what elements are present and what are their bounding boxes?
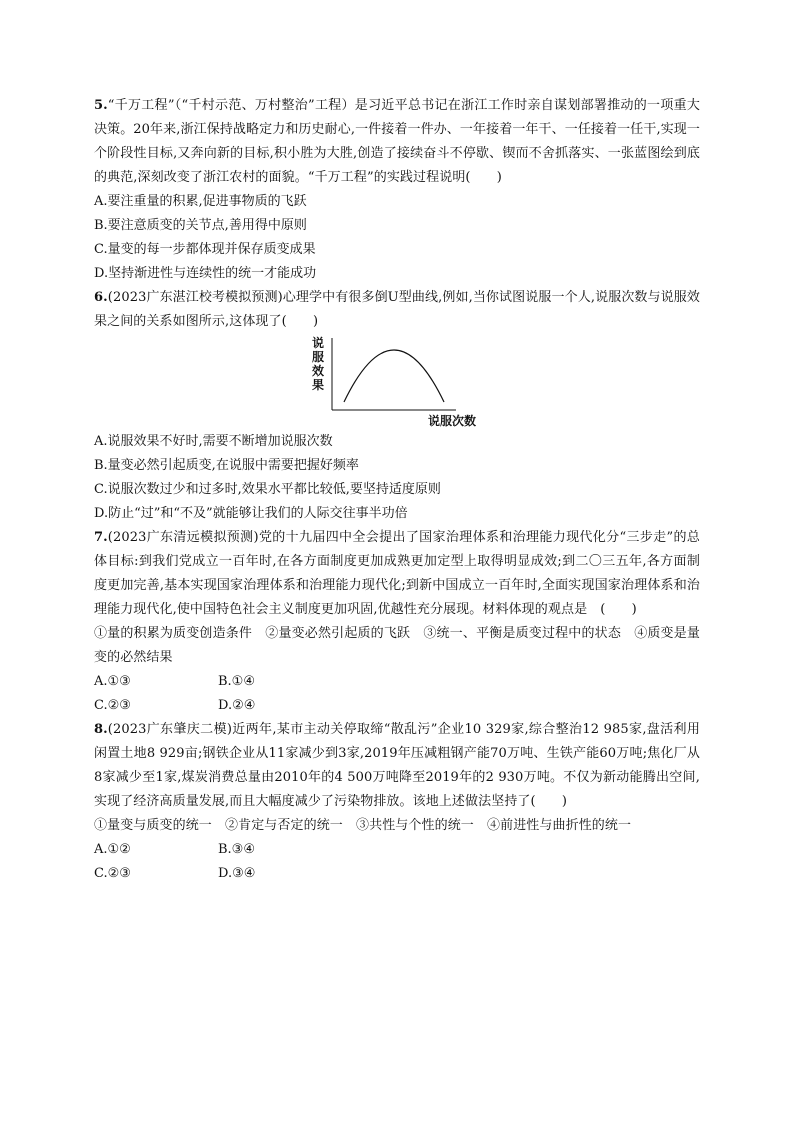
option-d: D.防止“过”和“不及”就能够让我们的人际交往事半功倍: [94, 506, 408, 521]
option-b: B.量变必然引起质变,在说服中需要把握好频率: [94, 458, 359, 473]
figure-y-label: 说服效果: [312, 336, 325, 392]
option-d: D.坚持渐进性与连续性的统一才能成功: [94, 266, 317, 281]
option-c: C.量变的每一步都体现并保存质变成果: [94, 242, 316, 257]
option-a: A.①②: [94, 842, 131, 857]
option-a: A.①③: [94, 674, 131, 689]
inverted-u-curve: [344, 350, 444, 402]
figure-x-label: 说服次数: [428, 414, 477, 428]
question-5: [94, 94, 700, 190]
question-stem: (2023广东清远模拟预测)党的十九届四中全会提出了国家治理体系和治理能力现代化分“三步走”的总体目标:到我们党成立一百年时,在各方面制度更加成熟更加定型上取得明显成效;到二〇三五年,各方面制度更加完善,基本实现国家治理体系和治理能力现代化;到新中国成立一百年时,全面实现国家治理体系和治理能力现代化,使中国特色社会主义制度更加巩固,优越性充分展现。材料体现的观点是 ( ): [94, 530, 700, 617]
option-c: C.②③: [94, 698, 131, 713]
question-7: [94, 526, 700, 622]
option-row: [94, 670, 700, 694]
option-d: D.②④: [218, 698, 256, 713]
option-c: C.②③: [94, 866, 131, 881]
question-6: [94, 286, 700, 334]
option-b: B.①④: [218, 674, 255, 689]
question-number: 7.: [94, 530, 108, 545]
option-a: A.要注重量的积累,促进事物质的飞跃: [94, 194, 307, 209]
question-number: 8.: [94, 722, 108, 737]
exam-page: [94, 94, 700, 886]
statement-list: ①量变与质变的统一 ②肯定与否定的统一 ③共性与个性的统一 ④前进性与曲折性的统一: [94, 818, 632, 833]
option-b: B.③④: [218, 842, 255, 857]
option-c: C.说服次数过少和过多时,效果水平都比较低,要坚持适度原则: [94, 482, 441, 497]
question-stem: (2023广东肇庆二模)近两年,某市主动关停取缔“散乱污”企业10 329家,综合整治12 985家,盘活利用闲置土地8 929亩;钢铁企业从11家减少到3家,2019年压减粗钢产能70万吨、生铁产能60万吨;焦化厂从8家减少至1家,煤炭消费总量由2010年的4 500万吨降至2019年的2 930万吨。不仅为新动能腾出空间,实现了经济高质量发展,而且大幅度减少了污染物排放。该地上述做法坚持了( ): [94, 722, 700, 809]
option-b: B.要注意质变的关节点,善用得中原则: [94, 218, 307, 233]
option-d: D.③④: [218, 866, 256, 881]
question-stem: (2023广东湛江校考模拟预测)心理学中有很多倒U型曲线,例如,当你试图说服一个人,说服次数与说服效果之间的关系如图所示,这体现了( ): [94, 290, 700, 329]
statement-list: ①量的积累为质变创造条件 ②量变必然引起质的飞跃 ③统一、平衡是质变过程中的状态 ④质变是量变的必然结果: [94, 626, 700, 665]
question-number: 6.: [94, 290, 108, 305]
option-row: [94, 862, 700, 886]
option-a: A.说服效果不好时,需要不断增加说服次数: [94, 434, 333, 449]
option-row: [94, 694, 700, 718]
option-row: [94, 838, 700, 862]
question-number: 5.: [94, 98, 108, 113]
inverted-u-figure: [94, 334, 700, 430]
question-stem: “千万工程”（“千村示范、万村整治”工程）是习近平总书记在浙江工作时亲自谋划部署推动的一项重大决策。20年来,浙江保持战略定力和历史耐心,一件接着一件办、一年接着一年干、一任接着一任干,实现一个阶段性目标,又奔向新的目标,积小胜为大胜,创造了接续奋斗不停歇、锲而不舍抓落实、一张蓝图绘到底的典范,深刻改变了浙江农村的面貌。“千万工程”的实践过程说明( ): [94, 98, 700, 185]
question-8: [94, 718, 700, 814]
